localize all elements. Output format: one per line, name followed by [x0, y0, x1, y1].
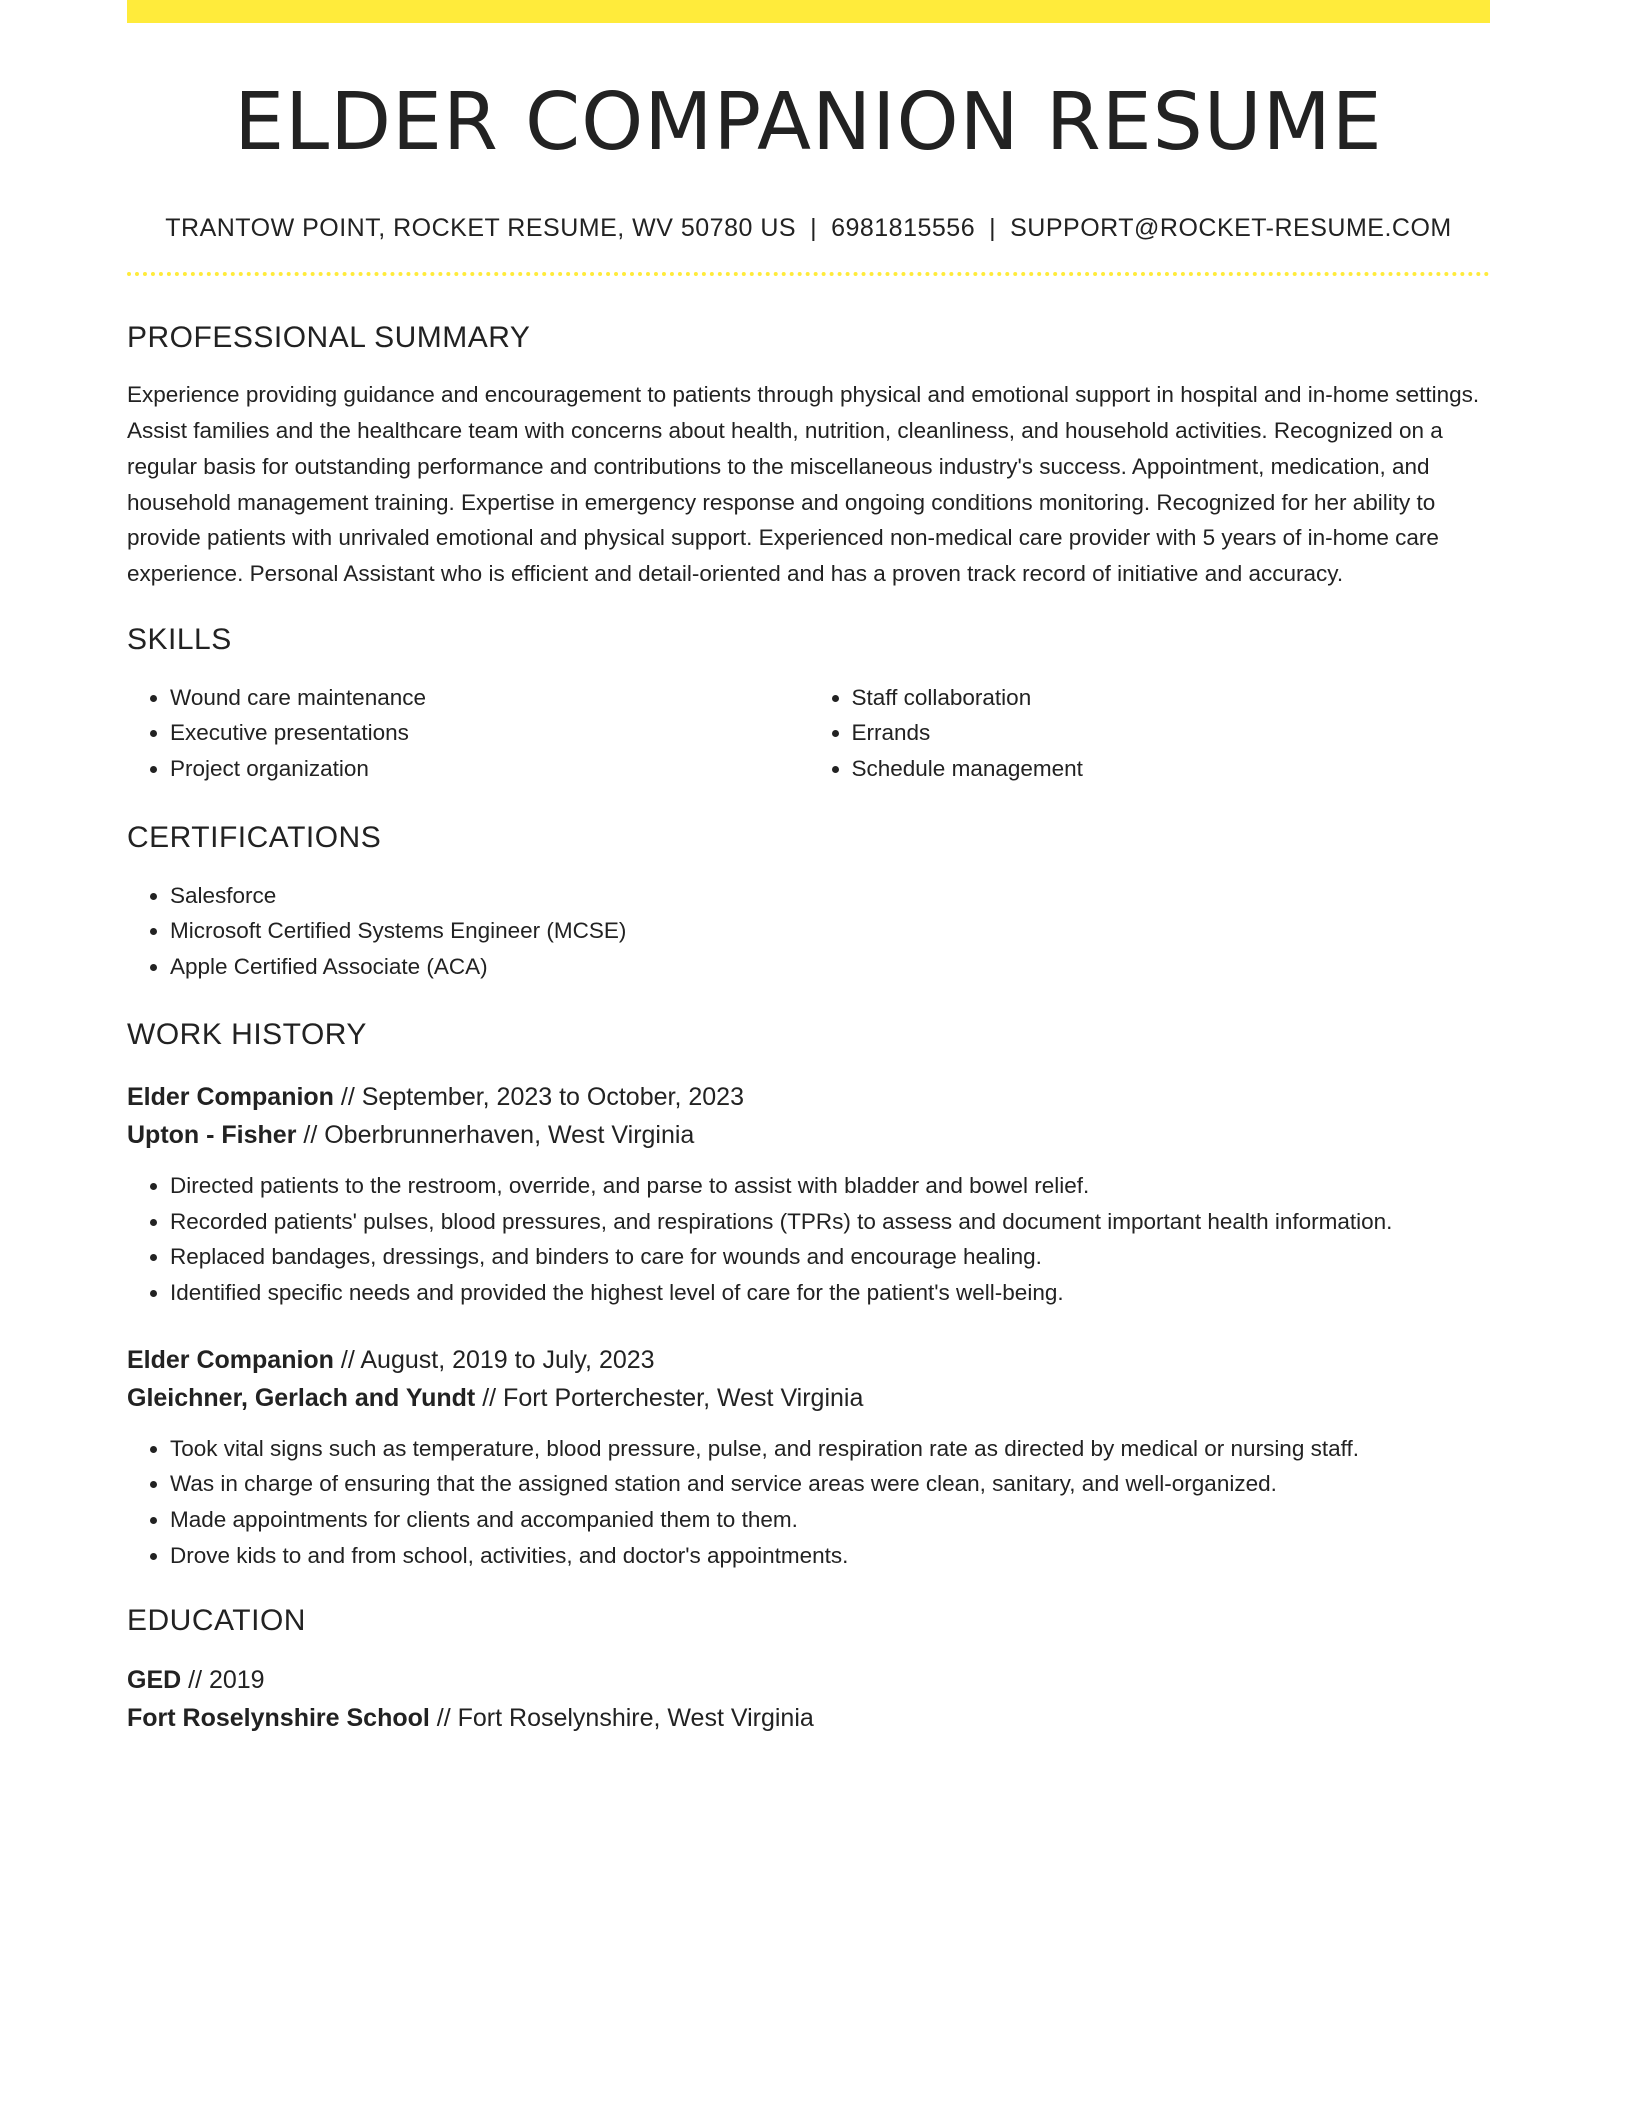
contact-phone: 6981815556: [831, 213, 976, 242]
accent-top-bar: [127, 0, 1490, 23]
education-location: // Fort Roselynshire, West Virginia: [429, 1704, 814, 1733]
job-role: Elder Companion: [127, 1082, 334, 1111]
job-dates: // August, 2019 to July, 2023: [333, 1345, 655, 1374]
education-school-line: [127, 1699, 1490, 1737]
job-company-line: [127, 1116, 1490, 1154]
certifications-heading: CERTIFICATIONS: [127, 820, 382, 854]
job-location: // Oberbrunnerhaven, West Virginia: [296, 1120, 695, 1149]
skills-list-left: [127, 680, 809, 787]
job-role-line: [127, 1078, 1490, 1116]
job-company: Gleichner, Gerlach and Yundt: [127, 1383, 476, 1412]
job-company-line: [127, 1379, 1490, 1417]
education-year: // 2019: [181, 1666, 265, 1695]
education-degree-line: [127, 1661, 1490, 1699]
certification-item: • Microsoft Certified Systems Engineer (MCSE): [170, 913, 1490, 949]
skill-item: • Executive presentations: [170, 715, 809, 751]
contact-separator: |: [989, 213, 997, 242]
job-bullet: • Directed patients to the restroom, override, and parse to assist with bladder and bowel relief.: [170, 1168, 1490, 1204]
contact-address: TRANTOW POINT, ROCKET RESUME, WV 50780 US: [165, 213, 797, 242]
certifications-list: [127, 878, 1490, 985]
certification-item: • Salesforce: [170, 878, 1490, 914]
dotted-divider: [127, 272, 1490, 276]
summary-text: Experience providing guidance and encouragement to patients through physical and emotional support in hospital and in-home settings. Assist families and the healthcare team with concerns about health, nutrition, cleanliness, and household activities. Recognized on a regular basis for outstanding performance and contributions to the miscellaneous industry's success. Appointment, medication, and household management training. Expertise in emergency response and ongoing conditions monitoring. Recognized for her ability to provide patients with unrivaled emotional and physical support. Experienced non-medical care provider with 5 years of in-home care experience. Personal Assistant who is efficient and detail-oriented and has a proven track record of initiative and accuracy.: [127, 382, 1480, 586]
skill-item: • Wound care maintenance: [170, 680, 809, 716]
resume-title: ELDER COMPANION RESUME: [234, 76, 1383, 168]
resume-page: [127, 0, 1490, 1737]
contact-line: [127, 212, 1490, 245]
skill-item: • Schedule management: [852, 751, 1491, 787]
education-school: Fort Roselynshire School: [127, 1704, 430, 1733]
education-degree: GED: [127, 1666, 182, 1695]
job-bullet: • Replaced bandages, dressings, and binders to care for wounds and encourage healing.: [170, 1239, 1490, 1275]
certification-item: • Apple Certified Associate (ACA): [170, 949, 1490, 985]
job-bullet: • Identified specific needs and provided the highest level of care for the patient's well-being.: [170, 1275, 1490, 1311]
skills-grid: [127, 680, 1490, 787]
job-bullet: • Took vital signs such as temperature, blood pressure, pulse, and respiration rate as directed by medical or nursing staff.: [170, 1431, 1490, 1467]
job-location: // Fort Porterchester, West Virginia: [475, 1383, 864, 1412]
skill-item: • Project organization: [170, 751, 809, 787]
skills-list-right: [809, 680, 1491, 787]
job-bullet: • Recorded patients' pulses, blood pressures, and respirations (TPRs) to assess and document important health information.: [170, 1204, 1490, 1240]
job-bullet: • Drove kids to and from school, activities, and doctor's appointments.: [170, 1538, 1490, 1574]
job-role: Elder Companion: [127, 1345, 334, 1374]
work-history-heading: WORK HISTORY: [127, 1017, 367, 1051]
summary-heading: PROFESSIONAL SUMMARY: [127, 321, 531, 355]
job-bullet: • Was in charge of ensuring that the assigned station and service areas were clean, sanitary, and well-organized.: [170, 1466, 1490, 1502]
job-bullets: [127, 1168, 1490, 1311]
skill-item: • Errands: [852, 715, 1491, 751]
contact-email: SUPPORT@ROCKET-RESUME.COM: [1010, 213, 1452, 242]
skill-item: • Staff collaboration: [852, 680, 1491, 716]
job-dates: // September, 2023 to October, 2023: [333, 1082, 744, 1111]
job-company: Upton - Fisher: [127, 1120, 297, 1149]
contact-separator: |: [810, 213, 818, 242]
job-role-line: [127, 1341, 1490, 1379]
skills-heading: SKILLS: [127, 622, 232, 656]
job-bullets: [127, 1431, 1490, 1574]
education-heading: EDUCATION: [127, 1604, 306, 1638]
job-bullet: • Made appointments for clients and accompanied them to them.: [170, 1502, 1490, 1538]
